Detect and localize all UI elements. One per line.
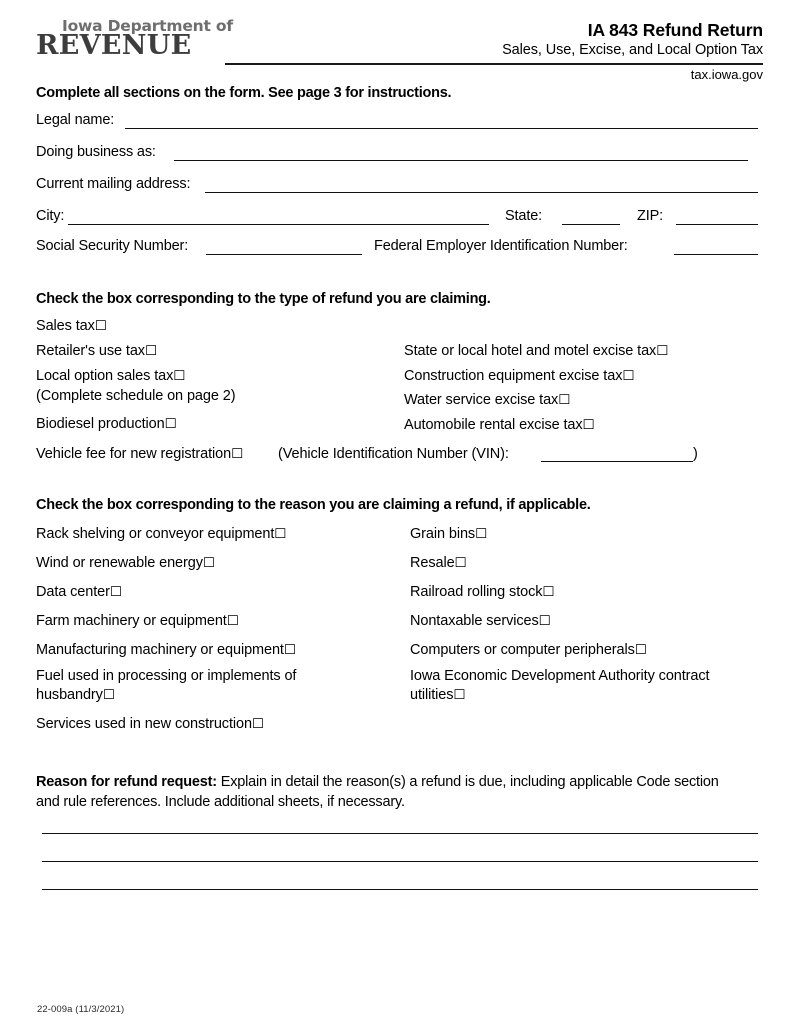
mailing-address-label: Current mailing address:	[36, 176, 191, 192]
refund-reason-option-railroad-rolling-stock[interactable]	[410, 583, 554, 602]
checkbox-icon[interactable]: ☐	[656, 343, 669, 359]
fein-label: Federal Employer Identification Number:	[374, 238, 628, 254]
ssn-label: Social Security Number:	[36, 238, 189, 254]
form-title-block	[502, 19, 763, 60]
agency-name-line1: Iowa Department of	[62, 17, 233, 35]
refund-reason-option-label: Farm machinery or equipment	[36, 613, 227, 629]
checkbox-icon[interactable]: ☐	[173, 368, 186, 384]
refund-reason-option-rack-shelving[interactable]	[36, 525, 286, 544]
refund-type-option-label: Construction equipment excise tax	[404, 368, 623, 384]
refund-reason-option-resale[interactable]	[410, 554, 467, 573]
fein-input[interactable]	[674, 254, 758, 255]
refund-reason-option-grain-bins[interactable]	[410, 525, 487, 544]
refund-reason-heading: Check the box corresponding to the reason you are claiming a refund, if applicable.	[36, 497, 591, 513]
checkbox-icon[interactable]: ☐	[231, 446, 244, 462]
refund-reason-option-data-center[interactable]	[36, 583, 122, 602]
refund-reason-option-ieda-contract-utilities[interactable]	[410, 667, 770, 705]
reason-for-refund-description: Explain in detail the reason(s) a refund is due, including applicable Code section and rule references. Include additional sheets, if necessary.	[36, 774, 719, 810]
refund-reason-option-label-line2: utilities	[410, 687, 454, 703]
checkbox-icon[interactable]: ☐	[109, 584, 122, 600]
refund-reason-option-farm-machinery[interactable]	[36, 612, 239, 631]
state-input[interactable]	[562, 224, 620, 225]
refund-reason-option-computers-peripherals[interactable]	[410, 641, 647, 660]
doing-business-as-input[interactable]	[174, 160, 748, 161]
checkbox-icon[interactable]: ☐	[226, 613, 239, 629]
state-label: State:	[505, 208, 542, 224]
checkbox-icon[interactable]: ☐	[283, 642, 296, 658]
checkbox-icon[interactable]: ☐	[542, 584, 555, 600]
refund-type-option-retailers-use-tax[interactable]	[36, 342, 157, 361]
refund-type-option-label: Automobile rental excise tax	[404, 417, 583, 433]
refund-type-option-label: Biodiesel production	[36, 416, 165, 432]
refund-reason-option-manufacturing-machinery[interactable]	[36, 641, 296, 660]
refund-type-option-water-service-excise-tax[interactable]	[404, 391, 570, 410]
page-title: IA 843 Refund Return	[587, 20, 763, 40]
refund-type-option-label: Retailer's use tax	[36, 343, 145, 359]
checkbox-icon[interactable]: ☐	[453, 687, 466, 703]
checkbox-icon[interactable]: ☐	[454, 555, 467, 571]
refund-reason-option-label: Manufacturing machinery or equipment	[36, 642, 284, 658]
vin-input[interactable]	[541, 461, 693, 462]
complete-all-sections-instruction: Complete all sections on the form. See page 3 for instructions.	[36, 85, 452, 101]
refund-type-option-biodiesel-production[interactable]	[36, 415, 177, 434]
agency-name-line2: REVENUE	[36, 30, 192, 61]
reason-for-refund-block	[36, 773, 726, 812]
checkbox-icon[interactable]: ☐	[251, 716, 264, 732]
checkbox-icon[interactable]: ☐	[538, 613, 551, 629]
checkbox-icon[interactable]: ☐	[164, 416, 177, 432]
refund-type-heading: Check the box corresponding to the type of refund you are claiming.	[36, 291, 491, 307]
refund-reason-option-label: Resale	[410, 555, 455, 571]
legal-name-label: Legal name:	[36, 112, 115, 128]
page-subtitle: Sales, Use, Excise, and Local Option Tax	[502, 42, 763, 58]
zip-label: ZIP:	[637, 208, 663, 224]
refund-type-option-construction-equipment-excise-tax[interactable]	[404, 367, 634, 386]
refund-reason-option-label: Grain bins	[410, 526, 476, 542]
refund-reason-option-label-line1: Fuel used in processing or implements of	[36, 668, 297, 684]
checkbox-icon[interactable]: ☐	[144, 343, 157, 359]
city-label: City:	[36, 208, 65, 224]
checkbox-icon[interactable]: ☐	[94, 318, 107, 334]
refund-type-option-vehicle-fee-new-registration[interactable]	[36, 445, 243, 464]
header-divider	[225, 63, 763, 65]
checkbox-icon[interactable]: ☐	[475, 526, 488, 542]
checkbox-icon[interactable]: ☐	[558, 392, 571, 408]
reason-for-refund-label: Reason for refund request:	[36, 774, 217, 790]
refund-type-option-label: Water service excise tax	[404, 392, 559, 408]
checkbox-icon[interactable]: ☐	[622, 368, 635, 384]
form-number-footer: 22-009a (11/3/2021)	[37, 1004, 125, 1015]
refund-type-option-label: Vehicle fee for new registration	[36, 446, 232, 462]
reason-write-in-line-3[interactable]	[42, 889, 758, 890]
refund-reason-option-label-line1: Iowa Economic Development Authority contract	[410, 668, 710, 684]
refund-reason-option-label: Data center	[36, 584, 110, 600]
vin-prefix-label: (Vehicle Identification Number (VIN):	[278, 446, 509, 462]
refund-reason-option-label: Services used in new construction	[36, 716, 252, 732]
refund-type-option-label: Local option sales tax	[36, 368, 174, 384]
checkbox-icon[interactable]: ☐	[274, 526, 287, 542]
doing-business-as-label: Doing business as:	[36, 144, 156, 160]
agency-logo	[36, 18, 236, 60]
checkbox-icon[interactable]: ☐	[582, 417, 595, 433]
reason-write-in-line-2[interactable]	[42, 861, 758, 862]
refund-reason-option-label: Computers or computer peripherals	[410, 642, 635, 658]
vin-suffix-label: )	[693, 446, 698, 462]
refund-reason-option-services-new-construction[interactable]	[36, 715, 264, 734]
refund-reason-option-fuel-used-in-processing[interactable]	[36, 667, 386, 705]
page-header	[0, 0, 800, 82]
refund-reason-option-label: Railroad rolling stock	[410, 584, 543, 600]
local-option-schedule-note: (Complete schedule on page 2)	[36, 388, 236, 404]
refund-reason-option-label: Wind or renewable energy	[36, 555, 203, 571]
refund-type-option-hotel-motel-excise-tax[interactable]	[404, 342, 668, 361]
zip-input[interactable]	[676, 224, 758, 225]
refund-type-option-local-option-sales-tax[interactable]	[36, 367, 185, 386]
refund-reason-option-label-line2: husbandry	[36, 687, 103, 703]
refund-type-option-label: Sales tax	[36, 318, 95, 334]
refund-reason-option-label: Rack shelving or conveyor equipment	[36, 526, 275, 542]
ssn-input[interactable]	[206, 254, 362, 255]
refund-reason-option-nontaxable-services[interactable]	[410, 612, 551, 631]
checkbox-icon[interactable]: ☐	[202, 555, 215, 571]
checkbox-icon[interactable]: ☐	[634, 642, 647, 658]
refund-type-option-automobile-rental-excise-tax[interactable]	[404, 416, 595, 435]
checkbox-icon[interactable]: ☐	[102, 687, 115, 703]
refund-reason-option-wind-renewable-energy[interactable]	[36, 554, 215, 573]
reason-write-in-line-1[interactable]	[42, 833, 758, 834]
agency-website: tax.iowa.gov	[690, 67, 763, 82]
refund-type-option-label: State or local hotel and motel excise tax	[404, 343, 657, 359]
refund-type-option-sales-tax[interactable]	[36, 317, 107, 336]
legal-name-input[interactable]	[125, 128, 758, 129]
city-input[interactable]	[68, 224, 489, 225]
refund-reason-option-label: Nontaxable services	[410, 613, 539, 629]
mailing-address-input[interactable]	[205, 192, 758, 193]
